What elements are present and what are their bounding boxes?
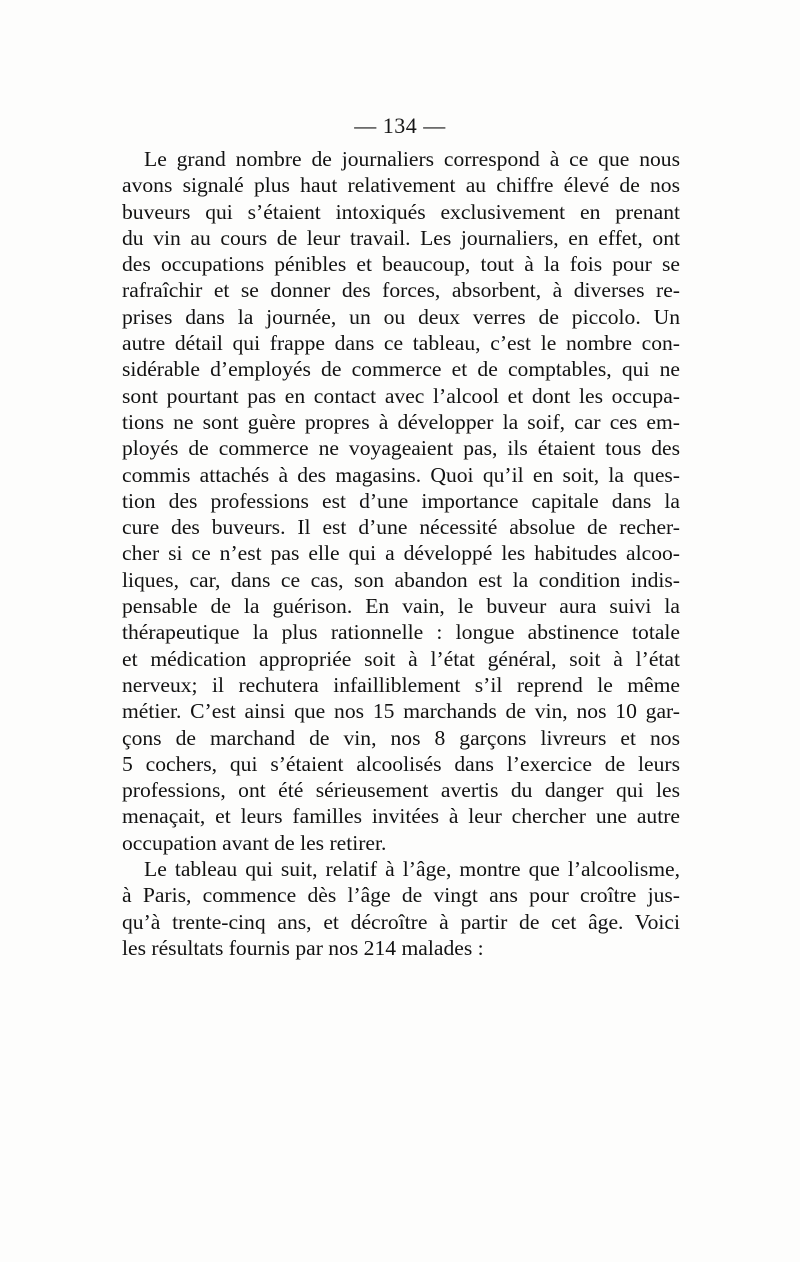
text-line: commis attachés à des magasins. Quoi qu’il en soit, la ques- [122, 462, 680, 487]
body-text [122, 146, 680, 961]
text-line: Le grand nombre de journaliers correspond à ce que nous [144, 147, 680, 171]
text-line: des occupations pénibles et beaucoup, tout à la fois pour se [122, 252, 680, 277]
text-line: occupation avant de les retirer. [122, 830, 387, 855]
text-line: du vin au cours de leur travail. Les journaliers, en effet, ont [122, 225, 680, 250]
text-line: avons signalé plus haut relativement au chiffre élevé de nos [122, 173, 680, 198]
text-line: sont pourtant pas en contact avec l’alcool et dont les occupa- [122, 383, 680, 408]
text-line: sidérable d’employés de commerce et de comptables, qui ne [122, 357, 680, 382]
text-line: à Paris, commence dès l’âge de vingt ans pour croître jus- [122, 883, 680, 908]
text-line: prises dans la journée, un ou deux verres de piccolo. Un [122, 304, 680, 329]
text-line: menaçait, et leurs familles invitées à leur chercher une autre [122, 804, 680, 829]
text-line: cher si ce n’est pas elle qui a développé les habitudes alcoo- [122, 541, 680, 566]
text-line: les résultats fournis par nos 214 malades : [122, 935, 484, 960]
text-line: buveurs qui s’étaient intoxiqués exclusivement en prenant [122, 199, 680, 224]
text-line: 5 cochers, qui s’étaient alcoolisés dans l’exercice de leurs [122, 751, 680, 776]
text-line: Le tableau qui suit, relatif à l’âge, montre que l’alcoolisme, [144, 857, 680, 882]
text-line: nerveux; il rechutera infailliblement s’il reprend le même [122, 672, 680, 697]
paragraph-professions [122, 146, 680, 856]
text-line: qu’à trente-cinq ans, et décroître à partir de cet âge. Voici [122, 909, 680, 934]
text-line: liques, car, dans ce cas, son abandon est la condition indis- [122, 567, 680, 592]
text-line: pensable de la guérison. En vain, le buveur aura suivi la [122, 594, 680, 619]
text-line: çons de marchand de vin, nos 8 garçons livreurs et nos [122, 725, 680, 750]
text-line: métier. C’est ainsi que nos 15 marchands de vin, nos 10 gar- [122, 699, 680, 724]
text-line: professions, ont été sérieusement avertis du danger qui les [122, 778, 680, 803]
text-line: tion des professions est d’une importance capitale dans la [122, 488, 680, 513]
text-line: autre détail qui frappe dans ce tableau, c’est le nombre con- [122, 331, 680, 356]
text-line: thérapeutique la plus rationnelle : longue abstinence totale [122, 620, 680, 645]
text-line: rafraîchir et se donner des forces, absorbent, à diverses re- [122, 278, 680, 303]
text-line: cure des buveurs. Il est d’une nécessité absolue de recher- [122, 515, 680, 540]
text-line: tions ne sont guère propres à développer la soif, car ces em- [122, 409, 680, 434]
page-number: — 134 — [354, 113, 446, 138]
paragraph-age-table-intro [122, 856, 680, 961]
text-line: ployés de commerce ne voyageaient pas, ils étaient tous des [122, 436, 680, 461]
text-line: et médication appropriée soit à l’état général, soit à l’état [122, 646, 680, 671]
